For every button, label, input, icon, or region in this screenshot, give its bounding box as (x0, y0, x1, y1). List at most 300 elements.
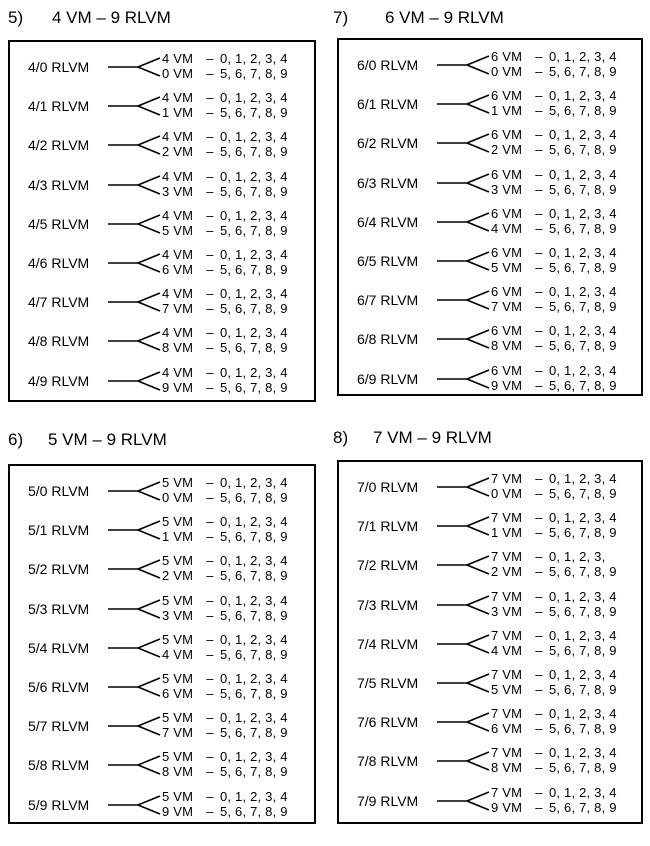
branch-bottom (491, 378, 617, 393)
top-dash: – (206, 592, 214, 608)
bottom-digits: 5, 6, 7, 8, 9 (549, 299, 617, 315)
branch-top (162, 593, 288, 608)
top-digits: 0, 1, 2, 3, 4 (549, 627, 617, 643)
rlvm-label: 5/8 RLVM (28, 757, 90, 774)
top-dash: – (535, 588, 543, 604)
branch-fork-icon (437, 706, 493, 738)
bottom-vm: 1 VM (162, 529, 194, 545)
bottom-digits: 5, 6, 7, 8, 9 (549, 799, 617, 815)
bottom-vm: 9 VM (162, 379, 194, 395)
top-digits: 0, 1, 2, 3, 4 (220, 710, 288, 726)
top-vm: 4 VM (162, 207, 194, 223)
bottom-dash: – (206, 222, 214, 238)
bottom-vm: 5 VM (491, 682, 523, 697)
bottom-vm: 1 VM (491, 103, 523, 119)
branch-bottom (162, 608, 288, 623)
bottom-digits: 5, 6, 7, 8, 9 (220, 764, 288, 780)
top-digits: 0, 1, 2, 3, 4 (549, 784, 617, 800)
branch-bottom (491, 604, 617, 619)
branch-fork-icon (108, 514, 164, 546)
top-vm: 5 VM (162, 475, 194, 490)
top-dash: – (206, 671, 214, 686)
rlvm-label: 7/3 RLVM (357, 596, 419, 613)
top-dash: – (206, 553, 214, 569)
top-digits: 0, 1, 2, 3, 4 (220, 631, 288, 647)
bottom-vm: 4 VM (491, 220, 523, 236)
top-vm: 6 VM (491, 205, 523, 221)
bottom-dash: – (206, 568, 214, 584)
top-digits: 0, 1, 2, 3, 4 (549, 706, 617, 722)
branch-fork-icon (437, 745, 493, 777)
bottom-digits: 5, 6, 7, 8, 9 (549, 642, 617, 658)
bottom-vm: 8 VM (491, 338, 523, 354)
rlvm-label: 7/9 RLVM (357, 792, 419, 809)
branch-fork-icon (437, 245, 493, 277)
rlvm-entry (10, 786, 314, 824)
branch-fork-icon (108, 475, 164, 507)
top-digits: 0, 1, 2, 3, 4 (549, 471, 617, 486)
top-dash: – (535, 627, 543, 643)
rlvm-label: 6/5 RLVM (357, 253, 419, 269)
rlvm-label: 4/2 RLVM (28, 137, 90, 154)
top-digits: 0, 1, 2, 3, 4 (220, 51, 288, 66)
bottom-vm: 3 VM (162, 183, 194, 199)
top-vm: 6 VM (491, 362, 523, 378)
branch-fork-icon (108, 553, 164, 585)
bottom-dash: – (206, 607, 214, 623)
branch-bottom (491, 800, 617, 815)
bottom-vm: 2 VM (491, 564, 523, 580)
rlvm-entry (339, 46, 641, 84)
branch-top (162, 749, 288, 764)
branch-bottom (162, 764, 288, 779)
bottom-digits: 5, 6, 7, 8, 9 (220, 340, 288, 356)
bottom-vm: 8 VM (491, 760, 523, 776)
top-digits: 0, 1, 2, 3, 4 (220, 592, 288, 608)
branch-fork-icon (108, 208, 164, 240)
branch-bottom (491, 760, 617, 775)
section-7 (333, 6, 643, 398)
bottom-dash: – (206, 764, 214, 780)
section-6-number: 6) (8, 430, 24, 449)
branch-top (162, 514, 288, 529)
branch-top (491, 510, 617, 525)
top-vm: 6 VM (491, 88, 523, 104)
bottom-dash: – (206, 803, 214, 819)
branch-top (491, 706, 617, 721)
branch-fork-icon (437, 363, 493, 395)
bottom-digits: 5, 6, 7, 8, 9 (220, 725, 288, 741)
top-vm: 5 VM (162, 671, 194, 686)
bottom-vm: 2 VM (162, 144, 194, 160)
bottom-dash: – (535, 642, 543, 658)
bottom-vm: 7 VM (491, 299, 523, 315)
bottom-dash: – (535, 142, 543, 158)
branch-top (491, 471, 617, 486)
bottom-dash: – (535, 564, 543, 580)
section-8-heading (333, 426, 492, 450)
top-dash: – (206, 129, 214, 145)
top-digits: 0, 1, 2, 3, 4 (220, 325, 288, 341)
bottom-dash: – (535, 260, 543, 275)
bottom-vm: 6 VM (162, 262, 194, 277)
top-vm: 5 VM (162, 592, 194, 608)
rlvm-label: 7/0 RLVM (357, 479, 419, 495)
top-digits: 0, 1, 2, 3, 4 (549, 323, 617, 339)
branch-top (162, 169, 288, 184)
rlvm-entry (10, 244, 314, 282)
rlvm-label: 4/9 RLVM (28, 372, 90, 389)
bottom-digits: 5, 6, 7, 8, 9 (549, 338, 617, 354)
rlvm-label: 6/2 RLVM (357, 135, 419, 152)
section-6-heading (8, 428, 167, 452)
section-7-heading (333, 6, 504, 30)
bottom-dash: – (206, 183, 214, 199)
top-dash: – (535, 205, 543, 221)
bottom-vm: 2 VM (162, 568, 194, 584)
rlvm-label: 6/8 RLVM (357, 331, 419, 348)
top-dash: – (535, 49, 543, 64)
bottom-digits: 5, 6, 7, 8, 9 (220, 301, 288, 317)
top-dash: – (535, 706, 543, 722)
branch-fork-icon (437, 323, 493, 355)
rlvm-label: 5/4 RLVM (28, 639, 90, 656)
rlvm-label: 7/8 RLVM (357, 753, 419, 770)
top-dash: – (206, 631, 214, 647)
branch-bottom (491, 299, 617, 314)
section-5 (8, 6, 318, 402)
top-vm: 6 VM (491, 127, 523, 143)
branch-bottom (491, 643, 617, 658)
bottom-dash: – (206, 144, 214, 160)
branch-fork-icon (108, 325, 164, 357)
bottom-dash: – (206, 262, 214, 277)
top-digits: 0, 1, 2, 3, 4 (220, 247, 288, 262)
branch-top (162, 129, 288, 144)
rlvm-entry (339, 203, 641, 241)
rlvm-entry (10, 126, 314, 164)
rlvm-label: 5/6 RLVM (28, 679, 90, 695)
top-vm: 4 VM (162, 90, 194, 106)
branch-fork-icon (108, 632, 164, 664)
rlvm-entry (10, 283, 314, 321)
section-7-box (337, 38, 643, 396)
section-6 (8, 428, 318, 824)
branch-top (491, 284, 617, 299)
section-7-number: 7) (333, 8, 349, 27)
branch-bottom (491, 103, 617, 118)
rlvm-entry (339, 703, 641, 741)
top-dash: – (535, 549, 543, 565)
section-5-heading (8, 6, 171, 30)
branch-fork-icon (108, 789, 164, 821)
top-vm: 4 VM (162, 286, 194, 302)
rlvm-entry (339, 320, 641, 358)
section-6-box (8, 464, 316, 824)
bottom-dash: – (535, 525, 543, 541)
top-dash: – (535, 784, 543, 800)
bottom-dash: – (206, 301, 214, 317)
section-8 (333, 426, 643, 826)
bottom-dash: – (535, 603, 543, 619)
top-vm: 7 VM (491, 627, 523, 643)
bottom-digits: 5, 6, 7, 8, 9 (220, 183, 288, 199)
rlvm-entry (10, 48, 314, 86)
branch-bottom (162, 184, 288, 199)
rlvm-label: 4/7 RLVM (28, 294, 90, 311)
bottom-vm: 5 VM (162, 222, 194, 238)
rlvm-entry (339, 586, 641, 624)
branch-fork-icon (437, 284, 493, 316)
rlvm-entry (339, 242, 641, 280)
rlvm-label: 4/1 RLVM (28, 98, 90, 115)
rlvm-entry (10, 629, 314, 667)
top-vm: 4 VM (162, 168, 194, 184)
bottom-vm: 9 VM (491, 377, 523, 393)
bottom-digits: 5, 6, 7, 8, 9 (220, 144, 288, 160)
rlvm-entry (10, 87, 314, 125)
branch-bottom (491, 682, 617, 697)
rlvm-label: 5/0 RLVM (28, 483, 90, 499)
bottom-vm: 6 VM (491, 721, 523, 737)
branch-bottom (162, 725, 288, 740)
top-digits: 0, 1, 2, 3, 4 (549, 49, 617, 64)
bottom-digits: 5, 6, 7, 8, 9 (549, 682, 617, 697)
branch-top (162, 286, 288, 301)
branch-top (162, 475, 288, 490)
bottom-dash: – (206, 725, 214, 741)
branch-fork-icon (437, 127, 493, 159)
top-vm: 7 VM (491, 667, 523, 682)
rlvm-entry (339, 742, 641, 780)
top-digits: 0, 1, 2, 3, 4 (220, 475, 288, 490)
bottom-dash: – (535, 181, 543, 197)
branch-fork-icon (437, 589, 493, 621)
bottom-digits: 5, 6, 7, 8, 9 (549, 603, 617, 619)
top-dash: – (206, 710, 214, 726)
bottom-dash: – (206, 105, 214, 121)
top-digits: 0, 1, 2, 3, 4 (220, 553, 288, 569)
rlvm-entry (339, 468, 641, 506)
top-digits: 0, 1, 2, 3, 4 (220, 286, 288, 302)
branch-top (162, 208, 288, 223)
branch-top (491, 549, 605, 564)
top-vm: 4 VM (162, 129, 194, 145)
branch-bottom (491, 221, 617, 236)
bottom-digits: 5, 6, 7, 8, 9 (220, 686, 288, 701)
branch-bottom (162, 301, 288, 316)
branch-top (162, 710, 288, 725)
branch-top (491, 363, 617, 378)
bottom-vm: 9 VM (491, 799, 523, 815)
rlvm-label: 4/8 RLVM (28, 333, 90, 350)
branch-fork-icon (437, 785, 493, 817)
rlvm-label: 7/5 RLVM (357, 675, 419, 691)
bottom-digits: 5, 6, 7, 8, 9 (220, 222, 288, 238)
rlvm-label: 4/6 RLVM (28, 255, 90, 271)
bottom-dash: – (206, 529, 214, 545)
top-digits: 0, 1, 2, 3, 4 (549, 245, 617, 260)
rlvm-label: 6/4 RLVM (357, 213, 419, 230)
top-vm: 7 VM (491, 784, 523, 800)
top-vm: 6 VM (491, 166, 523, 182)
branch-bottom (491, 338, 617, 353)
top-dash: – (535, 245, 543, 260)
section-6-title: 5 VM – 9 RLVM (48, 430, 167, 449)
branch-bottom (162, 380, 288, 395)
bottom-digits: 5, 6, 7, 8, 9 (549, 142, 617, 158)
bottom-dash: – (206, 490, 214, 505)
branch-bottom (491, 721, 617, 736)
top-dash: – (206, 749, 214, 765)
rlvm-entry (339, 782, 641, 820)
branch-top (491, 785, 617, 800)
bottom-vm: 4 VM (491, 642, 523, 658)
branch-top (162, 325, 288, 340)
branch-top (491, 245, 617, 260)
top-digits: 0, 1, 2, 3, 4 (549, 166, 617, 182)
top-digits: 0, 1, 2, 3, 4 (220, 207, 288, 223)
rlvm-label: 6/3 RLVM (357, 174, 419, 191)
top-dash: – (206, 475, 214, 490)
rlvm-entry (10, 511, 314, 549)
branch-bottom (162, 686, 288, 701)
branch-bottom (162, 804, 288, 819)
top-vm: 5 VM (162, 514, 194, 530)
branch-fork-icon (437, 471, 493, 503)
top-dash: – (206, 247, 214, 262)
branch-fork-icon (437, 510, 493, 542)
bottom-vm: 0 VM (162, 66, 194, 81)
section-8-title: 7 VM – 9 RLVM (373, 428, 492, 447)
rlvm-entry (10, 322, 314, 360)
bottom-dash: – (535, 338, 543, 354)
top-dash: – (535, 362, 543, 378)
top-dash: – (535, 745, 543, 761)
rlvm-entry (10, 668, 314, 706)
top-dash: – (535, 471, 543, 486)
top-vm: 7 VM (491, 549, 523, 565)
rlvm-entry (339, 546, 641, 584)
rlvm-label: 6/1 RLVM (357, 96, 419, 113)
branch-bottom (162, 144, 288, 159)
top-dash: – (535, 127, 543, 143)
rlvm-entry (10, 166, 314, 204)
branch-fork-icon (108, 169, 164, 201)
top-digits: 0, 1, 2, 3, 4 (220, 90, 288, 106)
branch-top (162, 632, 288, 647)
bottom-digits: 5, 6, 7, 8, 9 (220, 105, 288, 121)
bottom-digits: 5, 6, 7, 8, 9 (549, 103, 617, 119)
bottom-vm: 3 VM (491, 603, 523, 619)
section-8-box (337, 460, 643, 824)
rlvm-entry (10, 362, 314, 400)
branch-top (491, 127, 617, 142)
bottom-digits: 5, 6, 7, 8, 9 (549, 181, 617, 197)
top-vm: 6 VM (491, 245, 523, 260)
bottom-digits: 5, 6, 7, 8, 9 (549, 564, 617, 580)
bottom-digits: 5, 6, 7, 8, 9 (220, 803, 288, 819)
section-8-number: 8) (333, 428, 349, 447)
top-digits: 0, 1, 2, 3, 4 (220, 788, 288, 804)
bottom-digits: 5, 6, 7, 8, 9 (220, 607, 288, 623)
rlvm-entry (10, 746, 314, 784)
top-dash: – (206, 514, 214, 530)
bottom-digits: 5, 6, 7, 8, 9 (549, 760, 617, 776)
branch-bottom (491, 564, 617, 579)
section-5-box (8, 40, 316, 402)
bottom-vm: 6 VM (162, 686, 194, 701)
bottom-digits: 5, 6, 7, 8, 9 (220, 490, 288, 505)
bottom-digits: 5, 6, 7, 8, 9 (220, 568, 288, 584)
top-digits: 0, 1, 2, 3, 4 (220, 671, 288, 686)
top-vm: 7 VM (491, 588, 523, 604)
bottom-dash: – (535, 799, 543, 815)
bottom-vm: 5 VM (491, 260, 523, 275)
rlvm-entry (339, 507, 641, 545)
branch-top (491, 167, 617, 182)
top-dash: – (206, 168, 214, 184)
branch-top (491, 88, 617, 103)
bottom-digits: 5, 6, 7, 8, 9 (549, 220, 617, 236)
rlvm-label: 4/0 RLVM (28, 59, 90, 75)
bottom-dash: – (535, 682, 543, 697)
branch-top (491, 206, 617, 221)
bottom-digits: 5, 6, 7, 8, 9 (220, 379, 288, 395)
rlvm-entry (10, 590, 314, 628)
branch-top (162, 553, 288, 568)
bottom-digits: 5, 6, 7, 8, 9 (220, 262, 288, 277)
rlvm-label: 5/3 RLVM (28, 600, 90, 617)
bottom-vm: 9 VM (162, 803, 194, 819)
branch-fork-icon (108, 593, 164, 625)
top-vm: 4 VM (162, 51, 194, 66)
branch-top (491, 628, 617, 643)
branch-fork-icon (108, 51, 164, 83)
branch-top (162, 365, 288, 380)
branch-bottom (162, 262, 288, 277)
branch-bottom (162, 490, 288, 505)
top-digits: 0, 1, 2, 3, 4 (549, 205, 617, 221)
top-digits: 0, 1, 2, 3, 4 (549, 284, 617, 300)
rlvm-label: 5/7 RLVM (28, 718, 90, 735)
top-digits: 0, 1, 2, 3, 4 (549, 88, 617, 104)
branch-fork-icon (108, 710, 164, 742)
branch-bottom (491, 142, 617, 157)
top-vm: 6 VM (491, 284, 523, 300)
bottom-digits: 5, 6, 7, 8, 9 (220, 66, 288, 81)
rlvm-label: 4/5 RLVM (28, 215, 90, 232)
branch-top (491, 745, 617, 760)
branch-bottom (491, 486, 617, 501)
top-digits: 0, 1, 2, 3, 4 (549, 510, 617, 526)
branch-bottom (491, 182, 617, 197)
bottom-dash: – (535, 64, 543, 79)
top-digits: 0, 1, 2, 3, 4 (549, 588, 617, 604)
top-vm: 4 VM (162, 247, 194, 262)
top-dash: – (535, 88, 543, 104)
rlvm-entry (339, 360, 641, 398)
branch-fork-icon (437, 88, 493, 120)
bottom-dash: – (535, 299, 543, 315)
branch-fork-icon (437, 628, 493, 660)
bottom-vm: 8 VM (162, 764, 194, 780)
branch-bottom (162, 105, 288, 120)
bottom-digits: 5, 6, 7, 8, 9 (549, 260, 617, 275)
top-dash: – (535, 510, 543, 526)
top-vm: 6 VM (491, 323, 523, 339)
top-dash: – (535, 284, 543, 300)
